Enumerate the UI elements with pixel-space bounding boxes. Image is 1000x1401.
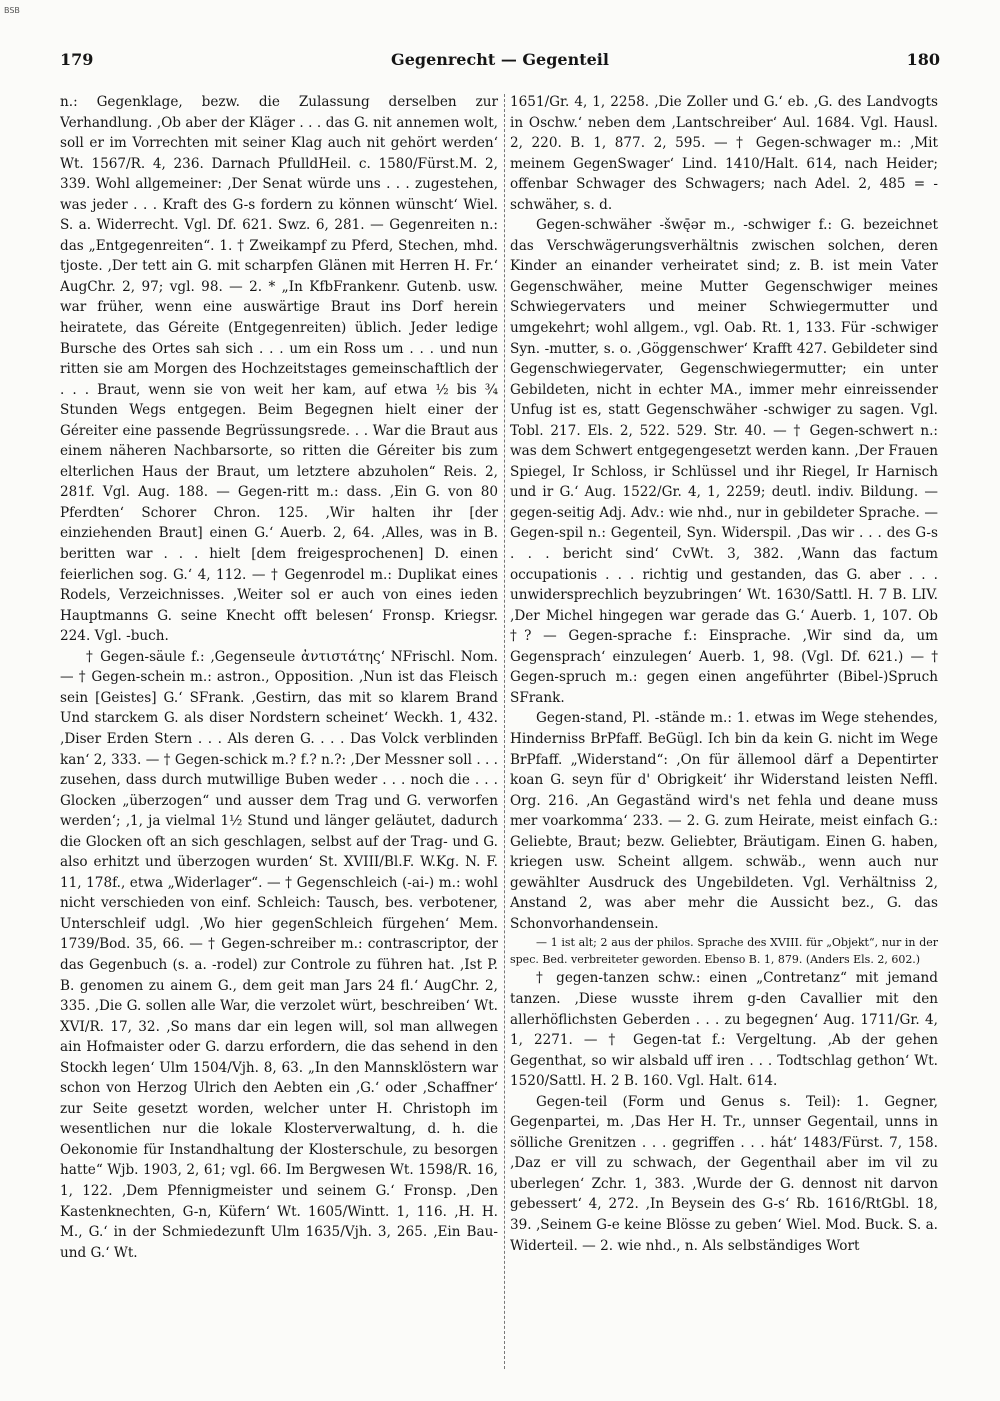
entry-gegen-teil: Gegen-teil (Form und Genus s. Teil): 1. Gegner, Gegenpartei, m. ‚Das Her H. Tr., unnser Gegentail, unns in sölliche Grenitzen . . . gegriffen . . . hát‘ 1483/Fürst. 7, 158. ‚Daz er vill zu schwach, der Gegenthail aber im vil zu uberlegen‘ Zchr. 1, 383. ‚Wurde der G. dennost nit darvon gebessert‘ 4, 272. ‚In Beysein des G-s‘ Rb. 1616/RtGbl. 18, 39. ‚Seinem G-e keine Blösse zu geben‘ Wiel. Mod. Buck. S. a. Widerteil. — 2. wie nhd., n. Als selbständiges Wort [510,1093,938,1254]
entry-gegen-stand: Gegen-stand, Pl. -stände m.: 1. etwas im Wege stehendes, Hinderniss BrPfaff. BeGügl. Ich bin da kein G. nicht im Wege BrPfaff. „Widerstand“: ‚On für ällemool därf a Depentirter koan G. seyn für d' Obrigkeit‘ ihr Widerstand leisten Neffl. Org. 216. ‚An Gegaständ wird's net fehla und deane muss mer voarkomma‘ 233. — 2. G. zum Heirate, meist einfach G.: Geliebte, Braut; bezw. Geliebter, Bräutigam. Einen G. haben, kriegen usw. Scheint allgem. schwäb., wenn auch nur gewählter Ausdruck des Ungebildeten. Vgl. Verhältniss 2, Anstand 2, was aber mehr die Aussicht bez., G. das Schonvorhandensein. [510,710,938,932]
page-number-left: 179 [60,50,94,69]
entry-gegen-saeule: † Gegen-säule f.: ‚Gegenseule ἀντιστάτης‘ NFrischl. Nom. — † Gegen-schein m.: astron., Opposition. ‚Nun ist das Fleisch sein [Geistes] G.‘ SFrank. ‚Gestirn, das mit so klarem Brand Und starckem G. als diser Nordstern scheinet‘ Weckh. 1, 432. ‚Diser Erden Stern . . . Als deren G. . . . Das Volck verblinden kan‘ 2, 333. — † Gegen-schick m.? f.? n.?: ‚Der Messner soll . . . zusehen, dass durch mutwillige Buben weder . . . noch die . . . Glocken „überzogen“ und ausser dem Trag und G. verworfen werden‘; ‚1, ja vielmal 1½ Stund und länger geläutet, dadurch die Glocken oft an sich geschlagen, selbst auf der Trag- und G. also erhitzt und überzogen wurden‘ St. XVIII/Bl.F. W.Kg. N. F. 11, 178f., etwa „Widerlager“. — † Gegenschleich (-ai-) m.: wohl nicht verschieden von einf. Schleich: Tausch, bes. verbotener, Unterschleif udgl. ‚Wo hier gegenSchleich fürgehen‘ Mem. 1739/Bod. 35, 66. — † Gegen-schreiber m.: contrascriptor, der das Gegenbuch (s. a. -rodel) zur Controle zu führen hat. ‚Ist P. B. genomen zu ainem G., dem geit man Jars 24 fl.‘ AugChr. 2, 335. ‚Die G. sollen alle War, die verzolet würt, beschreiben‘ Wt. XVI/R. 17, 32. ‚So mans dar ein legen will, sol man allwegen ain Hofmaister oder G. darzu erfordern, die das sehend in den Stockh legen‘ Ulm 1504/Vjh. 8, 63. „In den Mannsklöstern war schon von Herzog Ulrich den Aebten ein ‚G.‘ oder ‚Schaffner‘ zur Seite gesetzt worden, welcher unter H. Christoph im wesentlichen nur die lokale Klosterverwaltung, d. h. die Oekonomie für Instandhaltung der Klosterschule, zu besorgen hatte“ Wjb. 1903, 2, 61; vgl. 66. Im Bergwesen Wt. 1598/R. 16, 1, 122. ‚Dem Pfennigmeister und seinem G.‘ Fronsp. ‚Den Kastenknechten, G-n, Küfern‘ Wt. 1605/Wintt. 1, 116. ‚H. H. M., G.‘ in der Schmiedezunft Ulm 1635/Vjh. 3, 265. ‚Ein Bau- und G.‘ Wt. [60,648,498,1261]
entry-gegen-schwaeher: Gegen-schwäher -šwę̄ər m., -schwiger f.: G. bezeichnet das Verschwägerungsverhältnis zwischen solchen, deren Kinder an einander verheiratet sind; z. B. ist mein Vater Gegenschwäher, meine Mutter Gegenschwiger meines Schwiegervaters und meiner Schwiegermutter und umgekehrt; wohl allgem., vgl. Oab. Rt. 1, 133. Für -schwiger Syn. -mutter, s. o. ‚Göggenschwer‘ Krafft 427. Gebildeter sind Gegenschwiegervater, Gegenschwiegermutter; ein unter Gebildeten, nicht in echter MA., immer mehr einreissender Unfug ist es, statt Gegenschwäher -schwiger zu sagen. Vgl. Tobl. 217. Els. 2, 522. 529. Str. 40. — † Gegen-schwert n.: was dem Schwert entgegengesetzt werden kann. ‚Der Frauen Spiegel, Ir Schloss, ir Schlüssel und ihr Riegel, Ir Harnisch und ir G.‘ Aug. 1522/Gr. 4, 1, 2259; deutl. indiv. Bildung. — gegen-seitig Adj. Adv.: wie nhd., nur in gebildeter Sprache. — Gegen-spil n.: Gegenteil, Syn. Widerspil. ‚Das wir . . . des G-s . . . bericht sind‘ CvWt. 3, 382. ‚Wann das factum occupationis . . . richtig und gestanden, das G. aber . . . unwidersprechlich beyzubringen‘ Wt. 1630/Sattl. H. 7 B. LIV. ‚Der Michel hingegen war gerade das G.‘ Auerb. 1, 107. Ob †? — Gegen-sprache f.: Einsprache. ‚Wir sind da, um Gegensprach‘ einzulegen‘ Auerb. 1, 98. (Vgl. Df. 621.) — † Gegen-spruch m.: gegen einen angeführter (Bibel-)Spruch SFrank. [510,217,938,706]
entry-gegenrecht-cont: n.: Gegenklage, bezw. die Zulassung derselben zur Verhandlung. ‚Ob aber der Kläger . . . das G. nit annemen wolt, soll er im Vorrechten mit seiner Klag auch nit gehört werden‘ Wt. 1567/R. 4, 236. Darnach PfulldHeil. c. 1580/Fürst.M. 2, 339. Wohl allgemeiner: ‚Der Senat würde uns . . . zugestehen, was jeder . . . Kraft des G-s fordern zu können wünscht‘ Wiel. S. a. Widerrecht. Vgl. Df. 621. Swz. 6, 281. — Gegenreiten n.: das „Entgegenreiten“. 1. † Zweikampf zu Pferd, Stechen, mhd. tjoste. ‚Der tett ain G. mit scharpfen Glänen mit Herren H. Fr.‘ AugChr. 2, 97; vgl. 98. — 2. * „In KfbFrankenr. Gutenb. usw. war früher, wenn eine auswärtige Braut ins Dorf herein heiratete, das Géreite (Entgegenreiten) üblich. Jeder ledige Bursche des Ortes sah sich . . . um ein Ross um . . . und nun ritten sie am Morgen des Hochzeitstages gemeinschaftlich der . . . Braut, wenn sie von weit her kam, auf etwa ½ bis ¾ Stunden Wegs entgegen. Beim Begegnen hielt einer der Géreiter eine passende Begrüssungsrede. . . War die Braut aus einem näheren Nachbarsorte, so ritten die Géreiter bis zum elterlichen Haus der Braut, um letztere abzuholen“ Reis. 2, 281f. Vgl. Aug. 188. — Gegen-ritt m.: dass. ‚Ein G. von 80 Pferdten‘ Schorer Chron. 125. ‚Wir halten ihr [der einziehenden Braut] einen G.‘ Auerb. 2, 64. ‚Alles, was in B. beritten war . . . hielt [dem freigesprochenen] D. einen feierlichen sog. G.‘ 4, 112. — † Gegenrodel m.: Duplikat eines Rodels, Verzeichnisses. ‚Weiter sol er auch von eines ieden Hauptmanns G. seine Knecht offt belesen‘ Fronsp. Kriegsr. 224. Vgl. -buch. [60,94,498,645]
page-header [60,50,940,72]
page-number-right: 180 [906,50,940,69]
running-title: Gegenrecht — Gegenteil [391,50,609,69]
entry-gegen-stand-note: — 1 ist alt; 2 aus der philos. Sprache des XVIII. für „Objekt“, nur in der spec. Bed. verbreiteter geworden. Ebenso B. 1, 879. (Anders Els. 2, 602.) [510,936,938,967]
entry-gegen-schwager: 1651/Gr. 4, 1, 2258. ‚Die Zoller und G.‘ eb. ‚G. des Landvogts in Oschw.‘ neben dem ‚Lantschreiber‘ Aul. 1684. Vgl. Hausl. 2, 220. B. 1, 877. 2, 595. — † Gegen-schwager m.: ‚Mit meinem GegenSwager‘ Lind. 1410/Halt. 614, nach Heider; offenbar Schwager des Schwagers; nach Adel. 2, 485 = -schwäher, s. d. [510,94,938,213]
column-divider [504,94,505,1369]
left-column [60,92,498,1372]
right-column [510,92,938,1372]
library-stamp: BSB [4,6,20,15]
entry-gegen-tanzen: † gegen-tanzen schw.: einen „Contretanz“ mit jemand tanzen. ‚Diese wusste ihrem g-den Cavallier mit den allerhöflichsten Geberden . . . zu begegnen‘ Aug. 1711/Gr. 4, 1, 2271. — † Gegen-tat f.: Vergeltung. ‚Ab der gehen Gegenthat, so wir alsbald uff iren . . . Todtschlag gethon‘ Wt. 1520/Sattl. H. 2 B. 160. Vgl. Halt. 614. [510,970,938,1090]
